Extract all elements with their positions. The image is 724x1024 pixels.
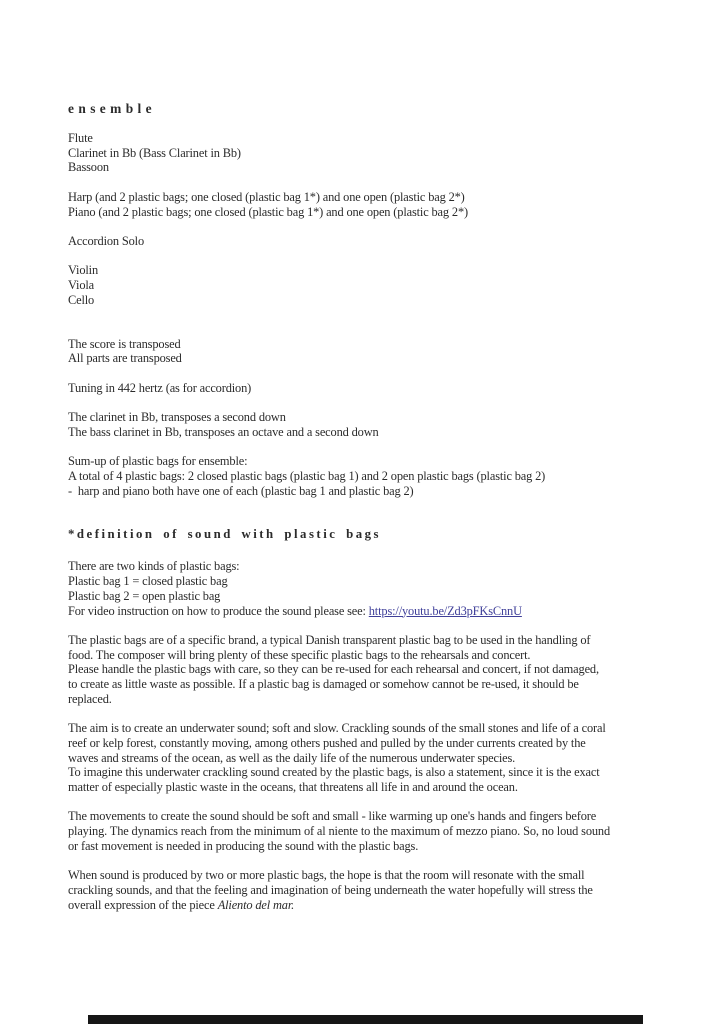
closing-line-text: overall expression of the piece (68, 897, 218, 912)
text-line: To imagine this underwater crackling sound created by the plastic bags, is also a statement, since it is the exact (68, 765, 600, 780)
text-line: waves and streams of the ocean, as well as the daily life of the numerous underwater species. (68, 750, 516, 765)
text-line: Accordion Solo (68, 233, 145, 248)
text-line: replaced. (68, 691, 112, 706)
text-line: The score is transposed (68, 336, 181, 351)
text-line: matter of especially plastic waste in the oceans, that threatens all life in and around the ocean. (68, 779, 518, 794)
closing-line (68, 898, 694, 913)
text-line: There are two kinds of plastic bags: (68, 559, 240, 574)
soloist-list (68, 234, 694, 249)
harp-piano-list (68, 190, 694, 219)
text-line: Tuning in 442 hertz (as for accordion) (68, 380, 252, 395)
transposition-notes (68, 337, 694, 366)
text-line: crackling sounds, and that the feeling and imagination of being underneath the water hopefully will stress the (68, 882, 593, 897)
bottom-edge-bar (88, 1015, 643, 1024)
text-line: food. The composer will bring plenty of these specific plastic bags to the rehearsals and concert. (68, 647, 531, 662)
text-line: The aim is to create an underwater sound; soft and slow. Crackling sounds of the small stones and life of a coral (68, 721, 606, 736)
text-line: All parts are transposed (68, 351, 182, 366)
text-line: Piano (and 2 plastic bags; one closed (plastic bag 1*) and one open (plastic bag 2*) (68, 204, 468, 219)
page-content (68, 100, 694, 912)
text-line: Bassoon (68, 160, 109, 175)
bag-kinds-list (68, 559, 694, 603)
video-instruction-text: For video instruction on how to produce the sound please see: (68, 603, 369, 618)
paragraph-movements-dynamics (68, 809, 694, 853)
text-line: Flute (68, 131, 93, 145)
text-line: Harp (and 2 plastic bags; one closed (plastic bag 1*) and one open (plastic bag 2*) (68, 189, 465, 204)
text-line: Cello (68, 292, 95, 307)
text-line: Please handle the plastic bags with care, so they can be re-used for each rehearsal and concert, if not damaged, (68, 662, 599, 677)
paragraph-underwater-aim (68, 721, 694, 795)
text-line: When sound is produced by two or more plastic bags, the hope is that the room will resonate with the small (68, 868, 585, 883)
paragraph-room-resonance (68, 868, 694, 897)
winds-list (68, 131, 694, 175)
tuning-note (68, 381, 694, 396)
text-line: Violin (68, 263, 99, 278)
definition-heading: *definition of sound with plastic bags (68, 527, 382, 542)
text-line: A total of 4 plastic bags: 2 closed plastic bags (plastic bag 1) and 2 open plastic bags (plastic bag 2) (68, 469, 546, 484)
text-line: reef or kelp forest, constantly moving, among others pushed and pulled by the under currents created by the (68, 735, 586, 750)
ensemble-heading: ensemble (68, 101, 157, 116)
text-line: Plastic bag 1 = closed plastic bag (68, 574, 228, 589)
text-line: playing. The dynamics reach from the minimum of al niente to the maximum of mezzo piano. So, no loud sound (68, 824, 611, 839)
text-line: or fast movement is needed in producing the sound with the plastic bags. (68, 838, 419, 853)
strings-list (68, 263, 694, 307)
text-line: Viola (68, 277, 95, 292)
video-instruction-line (68, 604, 694, 619)
video-link[interactable]: https://youtu.be/Zd3pFKsCnnU (368, 603, 522, 618)
text-line: The plastic bags are of a specific brand, a typical Danish transparent plastic bag to be used in the handling of (68, 632, 591, 647)
clarinet-transposition-notes (68, 410, 694, 439)
text-line: The clarinet in Bb, transposes a second down (68, 410, 286, 425)
text-line: - harp and piano both have one of each (plastic bag 1 and plastic bag 2) (68, 483, 414, 498)
text-line: Clarinet in Bb (Bass Clarinet in Bb) (68, 145, 241, 160)
text-line: to create as little waste as possible. If a plastic bag is damaged or somehow cannot be re-used, it should be (68, 677, 579, 692)
text-line: Sum-up of plastic bags for ensemble: (68, 454, 248, 469)
text-line: The movements to create the sound should be soft and small - like warming up one's hands and fingers before (68, 809, 597, 824)
plastic-bags-sum-up (68, 454, 694, 498)
paragraph-bag-brand (68, 633, 694, 707)
text-line: Plastic bag 2 = open plastic bag (68, 588, 221, 603)
piece-title: Aliento del mar. (217, 897, 295, 912)
text-line: The bass clarinet in Bb, transposes an octave and a second down (68, 424, 379, 439)
